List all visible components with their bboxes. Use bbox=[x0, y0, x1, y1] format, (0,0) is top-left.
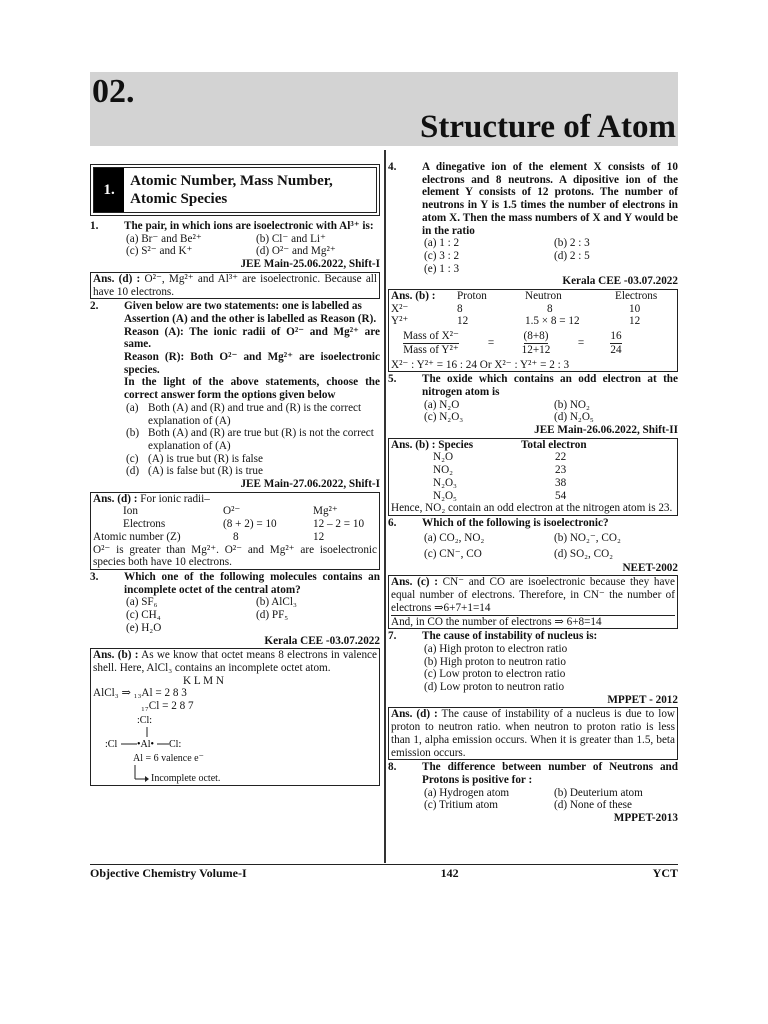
question-text: A dinegative ion of the element X consists of 10 electrons and 8 neutrons. A dipositive ion of the element Y consists of 12 protons. The number of neutrons in Y is 1.5 times the number of electrons in atom X. Then the mass numbers of X and Y would be in the ratio bbox=[422, 161, 678, 237]
option: (b) High proton to neutron ratio bbox=[424, 655, 566, 668]
page-footer bbox=[90, 864, 678, 880]
question-source: MPPET - 2012 bbox=[607, 693, 678, 706]
question-text: Which one of the following molecules contains an incomplete octet of the central atom? bbox=[124, 570, 380, 596]
option: (d) O²⁻ and Mg²⁺ bbox=[256, 245, 336, 258]
option: (c) Tritium atom bbox=[424, 799, 498, 812]
option: (c) 3 : 2 bbox=[424, 249, 460, 262]
svg-text:•Al•: •Al• bbox=[137, 738, 155, 750]
topic-number: 1. bbox=[94, 168, 124, 212]
question-8: 8. The difference between number of Neutrons and Protons is positive for : bbox=[388, 761, 678, 786]
option: (d) PF₅ bbox=[256, 609, 289, 622]
option: (c) (A) is true but (R) is false bbox=[126, 452, 263, 465]
option: (a) N₂O bbox=[424, 398, 460, 411]
svg-text:Cl:: Cl: bbox=[169, 738, 182, 750]
option: (b) Deuterium atom bbox=[554, 786, 643, 799]
option: (c) N₂O₃ bbox=[424, 411, 464, 424]
option: (e) 1 : 3 bbox=[424, 262, 460, 275]
left-column: 1. Atomic Number, Mass Number, Atomic Species 1. The pair, in which ions are isoelectronic with Al³⁺ is: (a) Br⁻ and Be²⁺ (b) Cl⁻ and Li⁺ (c) S²⁻ and K⁺ (d) O²⁻ and Mg²⁺ JEE Main-25.06.2022, Shift-I Ans. (d) : O²⁻, Mg²⁺ and Al³⁺ are isoelectronic. Because all have 10 electrons. 2. Given below are two statements: one is labelled as Assertion (A) and the other is labelled as Reason (R). Reason (A): The ionic radii of O²⁻ and Mg²⁺ are same. Reason (R): Both O²⁻ and Mg²⁺ are isoelectronic species. In the light of the above statements, choose the correct answer form the options given below (a) Both (A) and (R) and true and (R) is the correct explanation of (A) (b) Both (A) and (R) are true but (R) is not the correct explanation of (A) (c) (A) is true but (R) is false (d) (A) is false but (R) is true JEE Main-27.06.2022, Shift-I Ans. (d) : For ionic radii– Ion O²⁻ Mg²⁺ Electrons (8 + 2) = 10 12 – 2 = 10 Atomic number (Z) 8 12 O²⁻ is greater than Mg²⁺. O²⁻ and Mg²⁺ are isoelectronic species both have 10 electrons. 3. Which one of the following molecules contains an incomplete octet of the central atom? (a) SF₆ (b) AlCl₃ (c) CH₄ (d) PF₅ (e) H₂O Kerala CEE -03.07.2022 Ans. (b) : As we know that octet means 8 electrons in valence shell. Here, AlCl₃ contains an incomplete octet atom. K L M N AlCl₃ ⇒ ₁₃Al = 2 8 3 ₁₇Cl = 2 8 7 :Cl: :Cl •Al• Cl: Al = 6 valence e⁻ Incomplete octet. bbox=[90, 160, 380, 787]
question-text: The difference between number of Neutrons and Protons is positive for : bbox=[422, 761, 678, 786]
option: (c) CH₄ bbox=[126, 609, 161, 622]
option: (a) Br⁻ and Be²⁺ bbox=[126, 232, 202, 245]
topic-title: Atomic Number, Mass Number, Atomic Species bbox=[130, 173, 333, 207]
question-source: Kerala CEE -03.07.2022 bbox=[264, 634, 380, 647]
answer-box-q5: Ans. (b) : Species Total electron N₂O 22 NO₂ 23 N₂O₃ 38 N₂O₅ 54 Hence, NO₂ contain an odd electron at the nitrogen atom is 23. bbox=[388, 438, 678, 516]
question-1: 1. The pair, in which ions are isoelectronic with Al³⁺ is: bbox=[90, 220, 380, 233]
options-q1 bbox=[90, 233, 380, 258]
question-source: NEET-2002 bbox=[622, 561, 678, 574]
svg-text::Cl: :Cl bbox=[105, 738, 118, 750]
footer-book-title: Objective Chemistry Volume-I bbox=[90, 866, 247, 880]
right-column bbox=[388, 160, 678, 825]
option: (a) CO₂, NO₂ bbox=[424, 531, 485, 544]
option: (a) Both (A) and (R) and true and (R) is the correct explanation of (A) bbox=[126, 401, 362, 427]
option: (a) 1 : 2 bbox=[424, 237, 460, 250]
question-4: 4. A dinegative ion of the element X consists of 10 electrons and 8 neutrons. A dipositive ion of the element Y consists of 12 protons. The number of neutrons in Y is 1.5 times the number of electrons in atom X. Then the mass numbers of X and Y would be in the ratio bbox=[388, 161, 678, 237]
answer-box-q2: Ans. (d) : For ionic radii– Ion O²⁻ Mg²⁺ Electrons (8 + 2) = 10 12 – 2 = 10 Atomic number (Z) 8 12 O²⁻ is greater than Mg²⁺. O²⁻ and Mg²⁺ are isoelectronic species both have 10 electrons. bbox=[90, 492, 380, 570]
options-q4 bbox=[388, 237, 678, 275]
question-source: JEE Main-27.06.2022, Shift-I bbox=[240, 478, 380, 491]
option: (e) H₂O bbox=[126, 621, 162, 634]
question-3: 3. Which one of the following molecules contains an incomplete octet of the central atom? bbox=[90, 570, 380, 596]
answer-box-q4: Ans. (b) : Proton Neutron Electrons X²⁻ 8 8 10 Y²⁺ 12 1.5 × 8 = 12 12 $\frac{\text{Mass of X²⁻}}{\text{Mass of Y²⁺}}$ = $\frac{(8+8)}{12+12}$ = $\frac{16}{24}$ X²⁻ : Y²⁺ = 16 : 24 Or X²⁻ : Y²⁺ = 2 : 3 bbox=[388, 289, 678, 372]
option: (a) Hydrogen atom bbox=[424, 786, 510, 799]
options-q8 bbox=[388, 787, 678, 812]
options-q6 bbox=[388, 530, 678, 562]
answer-box-q3: Ans. (b) : As we know that octet means 8 electrons in valence shell. Here, AlCl₃ contains an incomplete octet atom. K L M N AlCl₃ ⇒ ₁₃Al = 2 8 3 ₁₇Cl = 2 8 7 :Cl: :Cl •Al• Cl: Al = 6 valence e⁻ Incomplete octet. bbox=[90, 648, 380, 786]
option: (b) AlCl₃ bbox=[256, 596, 297, 609]
question-text: Which of the following is isoelectronic? bbox=[422, 516, 609, 529]
answer-box-q6: Ans. (c) : CN⁻ and CO are isoelectronic because they have equal number of electrons. Therefore, in CN⁻ the number of electrons ⇒6+7+1=14 And, in CO the number of electrons ⇒ 6+8=14 bbox=[388, 575, 678, 629]
chapter-title: Structure of Atom bbox=[419, 109, 676, 145]
option: (b) Both (A) and (R) are true but (R) is not the correct explanation of (A) bbox=[126, 427, 374, 452]
question-7: 7. The cause of instability of nucleus is: bbox=[388, 630, 678, 643]
answer-box-q7: Ans. (d) : The cause of instability of a nucleus is due to low proton to neutron ratio. when neutron to proton ratio is less than 1, alpha emission occurs. When it is greater than 1.5, beta emission occurs. bbox=[388, 707, 678, 760]
option: (d) SO₂, CO₂ bbox=[554, 547, 614, 560]
question-source: Kerala CEE -03.07.2022 bbox=[562, 275, 678, 288]
question-text: Given below are two statements: one is labelled as bbox=[124, 300, 362, 313]
option: (a) SF₆ bbox=[126, 596, 158, 609]
question-source: MPPET-2013 bbox=[613, 812, 678, 825]
option: (a) High proton to electron ratio bbox=[424, 642, 568, 655]
option: (d) 2 : 5 bbox=[554, 249, 590, 262]
question-2: 2. Given below are two statements: one is labelled as bbox=[90, 300, 380, 313]
question-text: The pair, in which ions are isoelectronic with Al³⁺ is: bbox=[124, 220, 374, 232]
question-text: The cause of instability of nucleus is: bbox=[422, 630, 598, 643]
option: (d) (A) is false but (R) is true bbox=[126, 465, 263, 478]
footer-publisher: YCT bbox=[652, 866, 678, 880]
answer-box-q1: Ans. (d) : O²⁻, Mg²⁺ and Al³⁺ are isoelectronic. Because all have 10 electrons. bbox=[90, 272, 380, 299]
topic-heading-box bbox=[90, 164, 380, 216]
question-5: 5. The oxide which contains an odd electron at the nitrogen atom is bbox=[388, 373, 678, 398]
option: (d) None of these bbox=[554, 799, 632, 812]
option: (c) CN⁻, CO bbox=[424, 547, 482, 560]
option: (d) N₂O₅ bbox=[554, 411, 594, 424]
option: (c) Low proton to electron ratio bbox=[424, 668, 566, 681]
option: (b) Cl⁻ and Li⁺ bbox=[256, 232, 326, 245]
option: (d) Low proton to neutron ratio bbox=[424, 681, 565, 694]
question-6: 6. Which of the following is isoelectronic? bbox=[388, 517, 678, 530]
chapter-header bbox=[90, 72, 678, 146]
lewis-structure-diagram: :Cl: :Cl •Al• Cl: Al = 6 valence e⁻ Incomplete octet. bbox=[93, 713, 377, 785]
options-q3 bbox=[90, 596, 380, 634]
options-q7 bbox=[388, 643, 678, 694]
option: (b) NO₂⁻, CO₂ bbox=[554, 531, 621, 544]
svg-text::Cl:: :Cl: bbox=[137, 714, 153, 726]
question-source: JEE Main-25.06.2022, Shift-I bbox=[240, 258, 380, 271]
chapter-number: 02. bbox=[92, 73, 135, 110]
option: (b) NO₂ bbox=[554, 398, 590, 411]
option: (b) 2 : 3 bbox=[554, 237, 590, 250]
page-number: 142 bbox=[440, 866, 459, 880]
options-q5 bbox=[388, 399, 678, 424]
question-text: The oxide which contains an odd electron at the nitrogen atom is bbox=[422, 373, 678, 398]
option: (c) S²⁻ and K⁺ bbox=[126, 245, 193, 258]
question-source: JEE Main-26.06.2022, Shift-II bbox=[534, 424, 678, 437]
